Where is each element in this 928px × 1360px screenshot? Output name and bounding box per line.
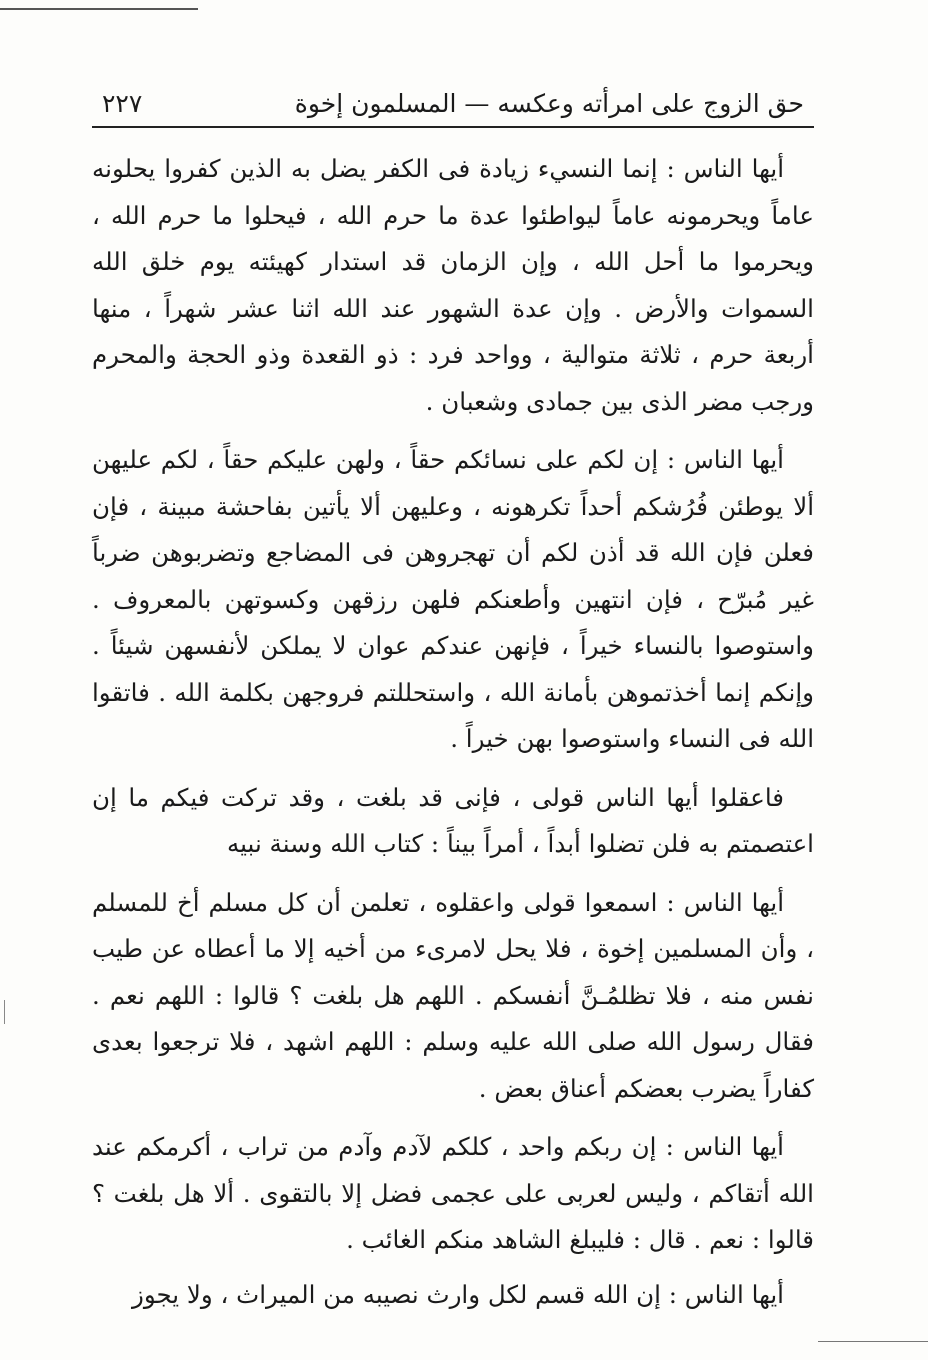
bottom-margin-rule	[818, 1341, 928, 1342]
paragraph-3: فاعقلوا أيها الناس قولى ، فإنى قد بلغت ، وقد تركت فيكم ما إن اعتصمتم به فلن تضلوا أبداً ، أمراً بيناً : كتاب الله وسنة نبيه	[92, 782, 814, 858]
book-page	[92, 82, 814, 1326]
paragraph-1: أيها الناس : إنما النسيء زيادة فى الكفر يضل به الذين كفروا يحلونه عاماً ويحرمونه عاماً ليواطئوا عدة ما حرم الله ، فيحلوا ما حرم الله ، ويحرموا ما أحل الله ، وإن الزمان قد استدار كهيئته يوم خلق الله السموات والأرض . وإن عدة الشهور عند الله اثنا عشر شهراً ، منها أربعة حرم ، ثلاثة متوالية ، وواحد فرد : ذو القعدة وذو الحجة والمحرم ورجب مضر الذى بين جمادى وشعبان .	[92, 154, 814, 416]
paragraph-6: أيها الناس : إن الله قسم لكل وارث نصيبه من الميراث ، ولا يجوز	[131, 1279, 784, 1309]
running-header	[92, 82, 814, 128]
page-number: ٢٢٧	[102, 89, 143, 118]
margin-mark	[4, 1000, 5, 1024]
paragraph-2: أيها الناس : إن لكم على نسائكم حقاً ، ولهن عليكم حقاً ، لكم عليهن ألا يوطئن فُرُشكم أحداً تكرهونه ، وعليهن ألا يأتين بفاحشة مبينة ، فإن فعلن فإن الله قد أذن لكم أن تهجروهن فى المضاجع وتضربوهن ضرباً غير مُبرّح ، فإن انتهين وأطعنكم فلهن رزقهن وكسوتهن بالمعروف . واستوصوا بالنساء خيراً ، فإنهن عندكم عوان لا يملكن لأنفسهن شيئاً . وإنكم إنما أخذتموهن بأمانة الله ، واستحللتم فروجهن بكلمة الله . فاتقوا الله فى النساء واستوصوا بهن خيراً .	[92, 445, 814, 753]
paragraph-4: أيها الناس : اسمعوا قولى واعقلوه ، تعلمن أن كل مسلم أخ للمسلم ، وأن المسلمين إخوة ، فلا يحل لامرىء من أخيه إلا ما أعطاه عن طيب نفس منه ، فلا تظلمُـنَّ أنفسكم . اللهم هل بلغت ؟ قالوا : اللهم نعم . فقال رسول الله صلى الله عليه وسلم : اللهم اشهد ، فلا ترجعوا بعدى كفاراً يضرب بعضكم أعناق بعض .	[92, 887, 814, 1103]
running-title: حق الزوج على امرأته وعكسه — المسلمون إخوة	[294, 89, 804, 118]
paragraph-5: أيها الناس : إن ربكم واحد ، كلكم لآدم وآدم من تراب ، أكرمكم عند الله أتقاكم ، وليس لعربى على عجمى فضل إلا بالتقوى . ألا هل بلغت ؟ قالوا : نعم . قال : فليبلغ الشاهد منكم الغائب .	[92, 1132, 814, 1254]
page-body	[92, 146, 814, 1318]
top-margin-rule	[0, 8, 198, 10]
